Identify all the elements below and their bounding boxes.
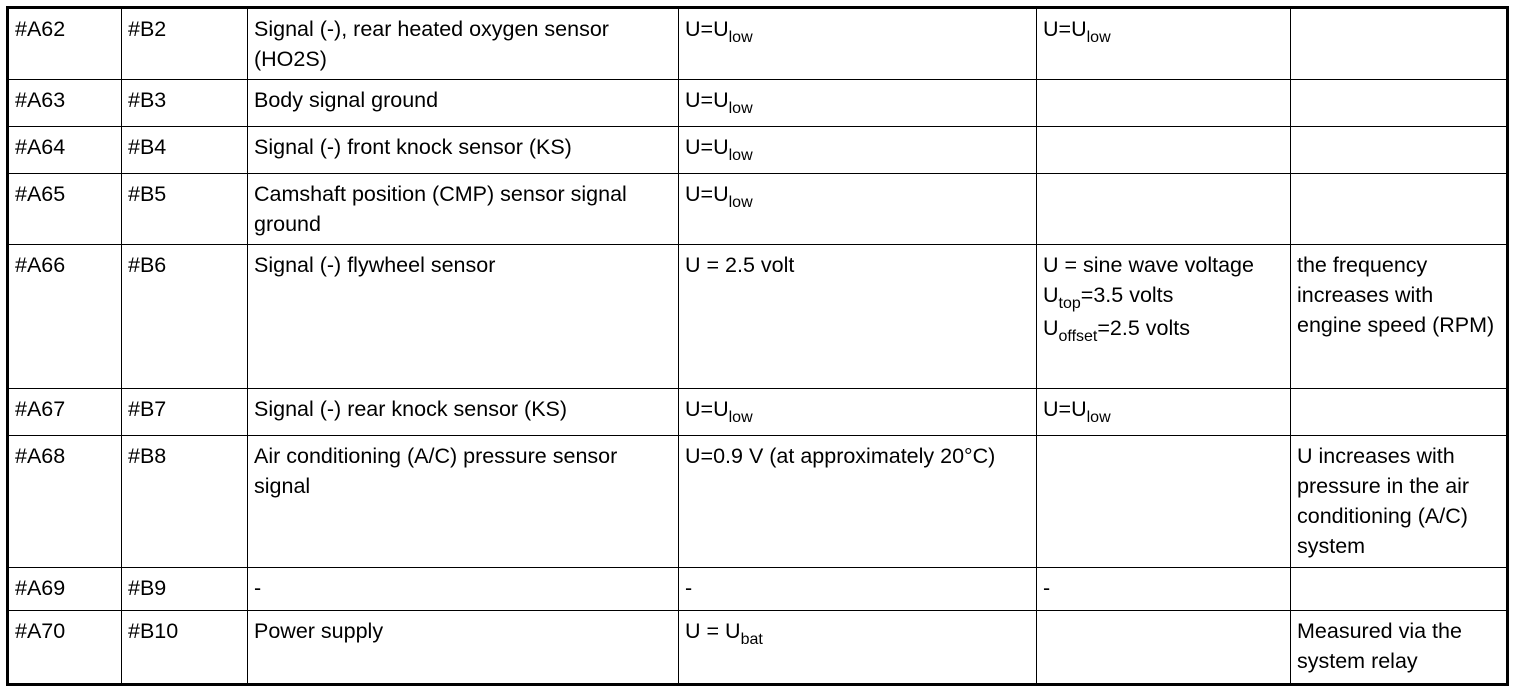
table-row bbox=[8, 436, 1508, 568]
condition1-base: - bbox=[685, 576, 693, 600]
condition1-cell bbox=[679, 436, 1037, 568]
u-offset-subscript: offset bbox=[1058, 328, 1098, 345]
condition1-cell bbox=[679, 127, 1037, 174]
remark-cell bbox=[1291, 127, 1508, 174]
pin-a-cell: #A62 bbox=[8, 8, 122, 80]
condition1-cell bbox=[679, 245, 1037, 389]
pin-b-cell: #B10 bbox=[122, 611, 248, 685]
condition1-subscript: low bbox=[728, 147, 753, 164]
condition2-cell bbox=[1037, 436, 1291, 568]
remark-cell bbox=[1291, 80, 1508, 127]
pin-a-cell: #A68 bbox=[8, 436, 122, 568]
condition2-cell bbox=[1037, 245, 1291, 389]
condition1-cell bbox=[679, 174, 1037, 245]
condition1-base: U=0.9 V (at approximately 20°C) bbox=[685, 444, 996, 468]
pin-b-cell: #B6 bbox=[122, 245, 248, 389]
pin-b-cell: #B7 bbox=[122, 389, 248, 436]
condition1-subscript: low bbox=[728, 409, 753, 426]
description-cell: Signal (-), rear heated oxygen sensor (HO2S) bbox=[248, 8, 679, 80]
condition1-base: U=U bbox=[685, 397, 729, 421]
condition2-base: U=U bbox=[1043, 397, 1087, 421]
remark-cell: U increases with pressure in the air conditioning (A/C) system bbox=[1291, 436, 1508, 568]
condition1-cell bbox=[679, 611, 1037, 685]
description-cell: Air conditioning (A/C) pressure sensor signal bbox=[248, 436, 679, 568]
condition2-base: U=U bbox=[1043, 17, 1087, 41]
condition1-subscript: bat bbox=[740, 631, 763, 648]
remark-cell: Measured via the system relay bbox=[1291, 611, 1508, 685]
u-top-subscript: top bbox=[1058, 295, 1081, 312]
pin-b-cell: #B4 bbox=[122, 127, 248, 174]
condition1-cell bbox=[679, 568, 1037, 611]
description-cell: - bbox=[248, 568, 679, 611]
description-cell: Signal (-) rear knock sensor (KS) bbox=[248, 389, 679, 436]
condition2-cell bbox=[1037, 174, 1291, 245]
condition2-base: - bbox=[1043, 576, 1051, 600]
condition2-cell bbox=[1037, 8, 1291, 80]
table-row bbox=[8, 611, 1508, 685]
remark-cell bbox=[1291, 8, 1508, 80]
u-top-value: =3.5 volts bbox=[1080, 283, 1174, 307]
pin-a-cell: #A65 bbox=[8, 174, 122, 245]
table-row bbox=[8, 174, 1508, 245]
condition1-cell bbox=[679, 80, 1037, 127]
description-cell: Camshaft position (CMP) sensor signal ground bbox=[248, 174, 679, 245]
condition1-base: U=U bbox=[685, 17, 729, 41]
condition1-base: U=U bbox=[685, 135, 729, 159]
table-row bbox=[8, 245, 1508, 389]
condition1-subscript: low bbox=[728, 194, 753, 211]
condition2-cell bbox=[1037, 127, 1291, 174]
pin-a-cell: #A70 bbox=[8, 611, 122, 685]
u-offset-base: U bbox=[1043, 316, 1059, 340]
description-cell: Signal (-) front knock sensor (KS) bbox=[248, 127, 679, 174]
condition1-subscript: low bbox=[728, 29, 753, 46]
pin-b-cell: #B2 bbox=[122, 8, 248, 80]
u-offset-value: =2.5 volts bbox=[1097, 316, 1190, 340]
description-cell: Power supply bbox=[248, 611, 679, 685]
condition1-base: U=U bbox=[685, 88, 729, 112]
remark-cell bbox=[1291, 389, 1508, 436]
description-cell: Signal (-) flywheel sensor bbox=[248, 245, 679, 389]
remark-cell bbox=[1291, 174, 1508, 245]
remark-cell bbox=[1291, 568, 1508, 611]
condition2-line-offset bbox=[1043, 313, 1284, 346]
condition1-base: U = U bbox=[685, 619, 741, 643]
table-row bbox=[8, 389, 1508, 436]
pin-b-cell: #B8 bbox=[122, 436, 248, 568]
u-top-base: U bbox=[1043, 283, 1059, 307]
condition2-cell bbox=[1037, 389, 1291, 436]
table-row bbox=[8, 568, 1508, 611]
pin-a-cell: #A63 bbox=[8, 80, 122, 127]
description-cell: Body signal ground bbox=[248, 80, 679, 127]
condition1-subscript: low bbox=[728, 100, 753, 117]
condition1-cell bbox=[679, 389, 1037, 436]
condition2-cell bbox=[1037, 611, 1291, 685]
condition1-cell bbox=[679, 8, 1037, 80]
pin-a-cell: #A64 bbox=[8, 127, 122, 174]
condition1-base: U = 2.5 volt bbox=[685, 253, 795, 277]
pin-a-cell: #A67 bbox=[8, 389, 122, 436]
pin-table bbox=[6, 6, 1509, 686]
condition2-subscript: low bbox=[1086, 409, 1111, 426]
condition2-cell bbox=[1037, 568, 1291, 611]
condition2-cell bbox=[1037, 80, 1291, 127]
pin-a-cell: #A69 bbox=[8, 568, 122, 611]
remark-cell: the frequency increases with engine speed (RPM) bbox=[1291, 245, 1508, 389]
table-row bbox=[8, 80, 1508, 127]
condition2-line-top bbox=[1043, 280, 1284, 313]
condition2-line-sine: U = sine wave voltage bbox=[1043, 253, 1254, 277]
table-row bbox=[8, 8, 1508, 80]
table-row bbox=[8, 127, 1508, 174]
pin-b-cell: #B9 bbox=[122, 568, 248, 611]
pin-a-cell: #A66 bbox=[8, 245, 122, 389]
condition2-subscript: low bbox=[1086, 29, 1111, 46]
condition1-base: U=U bbox=[685, 182, 729, 206]
pin-b-cell: #B5 bbox=[122, 174, 248, 245]
pin-b-cell: #B3 bbox=[122, 80, 248, 127]
